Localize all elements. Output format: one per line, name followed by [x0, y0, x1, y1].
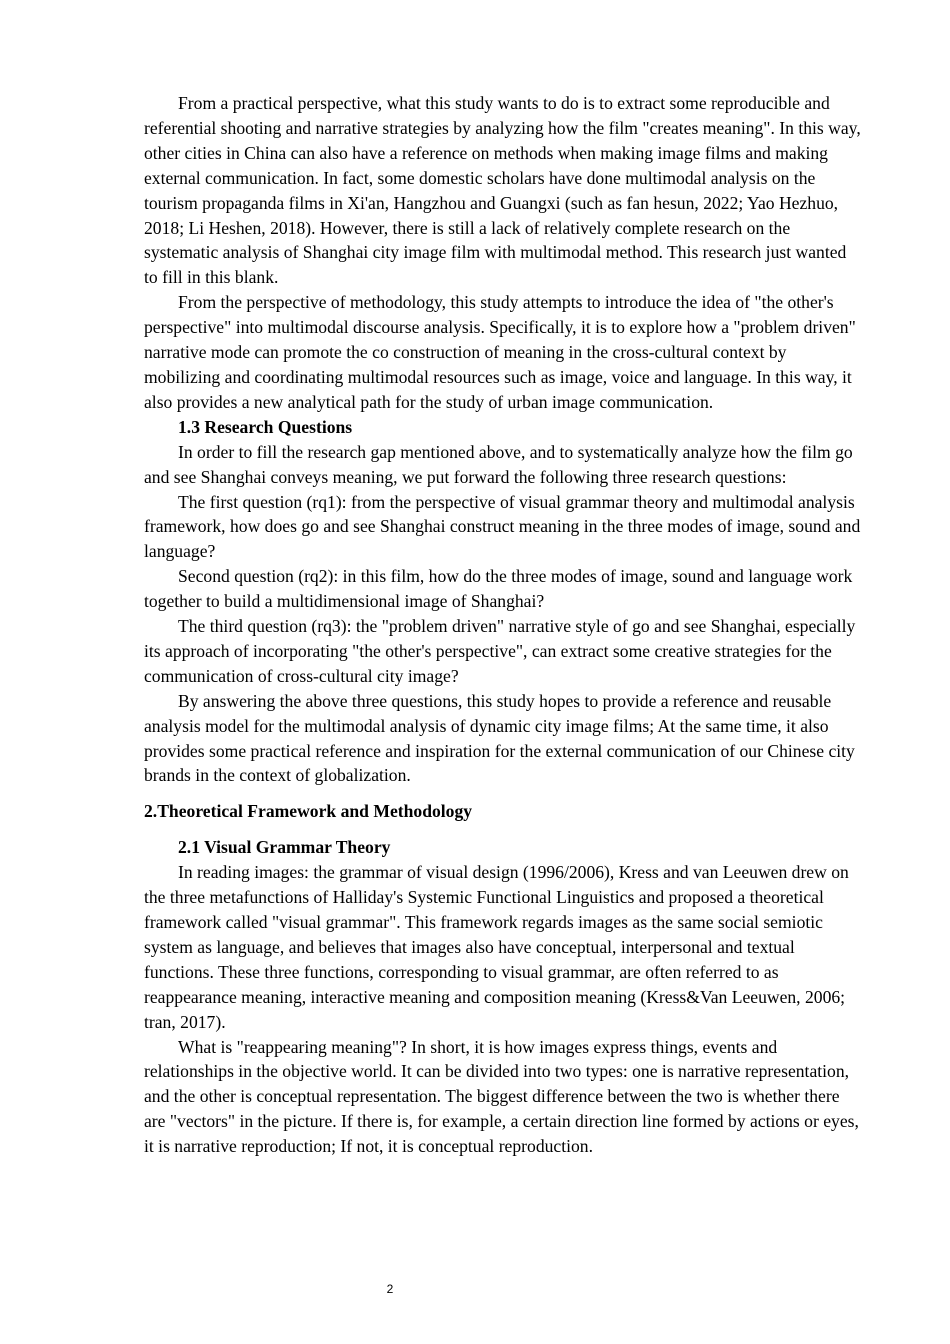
intro-paragraph-2: From the perspective of methodology, this study attempts to introduce the idea of "the other's perspective" into multimodal discourse analysis. Specifically, it is to explore how a "problem driven" narrative mode can promote the co construction of meaning in the cross-cultural context by mobilizing and coordinating multimodal resources such as image, voice and language. In this way, it also provides a new analytical path for the study of urban image communication. — [144, 292, 856, 412]
research-question-3: The third question (rq3): the "problem driven" narrative style of go and see Shanghai, especially its approach of incorporating "the other's perspective", can extract some creative strategies for the communication of cross-cultural city image? — [144, 616, 856, 686]
section-1-3-paragraph-5: By answering the above three questions, this study hopes to provide a reference and reusable analysis model for the multimodal analysis of dynamic city image films; At the same time, it also provides some practical reference and inspiration for the external communication of our Chinese city brands in the context of globalization. — [144, 690, 855, 786]
section-1-3-heading: 1.3 Research Questions — [178, 416, 353, 437]
section-1-3-paragraph-1: In order to fill the research gap mentioned above, and to systematically analyze how the film go and see Shanghai conveys meaning, we put forward the following three research questions: — [144, 441, 853, 487]
intro-paragraph-1: From a practical perspective, what this study wants to do is to extract some reproducible and referential shooting and narrative strategies by analyzing how the film "creates meaning". In this way, other cities in China can also have a reference on methods when making image films and making external communication. In fact, some domestic scholars have done multimodal analysis on the tourism propaganda films in Xi'an, Hangzhou and Guangxi (such as fan hesun, 2022; Yao Hezhuo, 2018; Li Heshen, 2018). However, there is still a lack of relatively complete research on the systematic analysis of Shanghai city image film with multimodal method. This research just wanted to fill in this blank. — [144, 93, 861, 288]
research-question-1: The first question (rq1): from the perspective of visual grammar theory and multimodal analysis framework, how does go and see Shanghai construct meaning in the three modes of image, sound and language? — [144, 491, 861, 562]
research-question-2: Second question (rq2): in this film, how do the three modes of image, sound and language work together to build a multidimensional image of Shanghai? — [144, 566, 853, 612]
section-2-heading: 2.Theoretical Framework and Methodology — [144, 801, 473, 822]
section-2-1-heading: 2.1 Visual Grammar Theory — [178, 837, 391, 858]
section-2-1-paragraph-2: What is "reappearing meaning"? In short, it is how images express things, events and relationships in the objective world. It can be divided into two types: one is narrative representation, and the other is conceptual representation. The biggest difference between the two is whether there are "vectors" in the picture. If there is, for example, a certain direction line formed by actions or eyes, it is narrative reproduction; If not, it is conceptual reproduction. — [144, 1036, 859, 1157]
document-page — [144, 91, 862, 1159]
section-2-1-paragraph-1: In reading images: the grammar of visual design (1996/2006), Kress and van Leeuwen drew on the three metafunctions of Halliday's Systemic Functional Linguistics and proposed a theoretical framework called "visual grammar". This framework regards images as the same social semiotic system as language, and believes that images also have conceptual, interpersonal and textual functions. These three functions, corresponding to visual grammar, are often referred to as reappearance meaning, interactive meaning and composition meaning (Kress&Van Leeuwen, 2006; tran, 2017). — [144, 862, 849, 1032]
page-number: 2 — [386, 1282, 394, 1296]
